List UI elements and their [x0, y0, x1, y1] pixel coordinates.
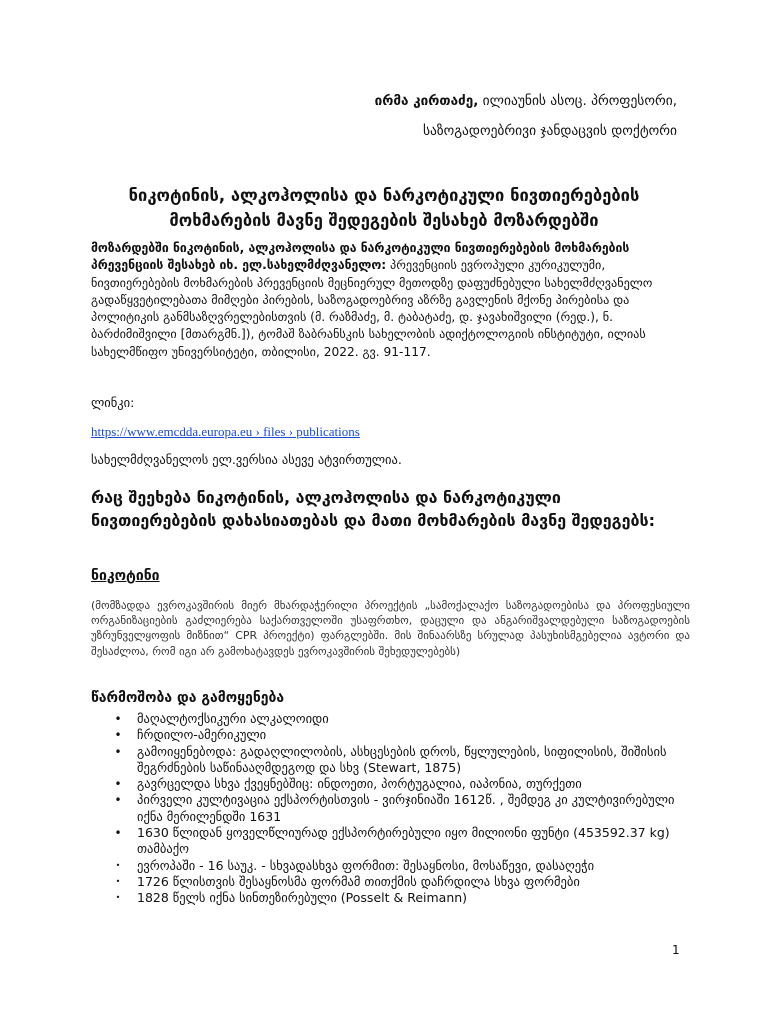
citation-paragraph — [91, 240, 691, 361]
list-item: • გამოიყენებოდა: გადაღლილობის, ასხცესების დროს, წყლულების, სიფილისის, შიშისის შეგრძნების საწინააღმდეგოდ და სხვ (Stewart, 1875) — [112, 744, 692, 777]
origin-heading: წარმოშობა და გამოყენება — [91, 690, 285, 706]
list-item: • ჩრდილო-ამერიკული — [112, 727, 692, 743]
author-affiliation: ილიაუნის ასოც. პროფესორი, — [482, 93, 677, 109]
bullet-icon: • — [114, 712, 122, 726]
title-line-1: ნიკოტინის, ალკოჰოლისა და ნარკოტიკული ნივთიერებების — [128, 186, 640, 205]
bullet-icon: • — [115, 893, 121, 903]
links-label: ლინკი: — [91, 395, 135, 410]
page-number: 1 — [672, 943, 680, 957]
list-item: • მაღალტოქსიკური ალკალოიდი — [112, 711, 692, 727]
title-line-2: მოხმარების მავნე შედეგების შესახებ მოზარდებში — [169, 211, 599, 230]
section-heading: რაც შეეხება ნიკოტინის, ალკოჰოლისა და ნარკოტიკული ნივთიერებების დახასიათებას და მათი მოხმარების მავნე შედეგებს: — [91, 488, 655, 530]
bullet-icon: • — [114, 826, 122, 841]
project-note: (მომზადდა ევროკავშირის მიერ მხარდაჭერილი პროექტის „სამოქალაქო საზოგადოებისა და პროფესიული ორგანიზაციების გაძლიერება საქართველოში უსაფრთხო, დაცული და ანგარიშვალდებული საზოგადოების უზრუნველყოფის მიზნით“ CPR პროექტი) ფარგლებში. მის შინაარსზე სრულად პასუხისმგებელია ავტორი და შესაძლოა, რომ იგი არ გამოხატავდეს ევროკავშირის შეხედულებებს) — [91, 599, 690, 658]
version-note: სახელმძღვანელოს ელ.ვერსია ასევე ატვირთულია. — [91, 452, 402, 467]
author-title: საზოგადოებრივი ჯანდაცვის დოქტორი — [422, 123, 677, 139]
nicotine-heading: ნიკოტინი — [91, 568, 160, 584]
list-item: • 1726 წლისთვის შესაყნოსმა ფორმამ თითქმის დაჩრდილა სხვა ფორმები — [112, 874, 692, 890]
bullet-icon: • — [114, 777, 122, 792]
origin-bullet-list — [112, 711, 692, 907]
citation-text: პრევენციის ევროპული კურიკულუმი, ნივთიერებების მოხმარების პრევენციის მეცნიერულ მეთოდზე დაფუძნებული სახელმძღვანელო გადაწყვეტილებათა მიმღები პირების, საზოგადოებრივ აზრზე გავლენის მქონე პირებისა და პოლიტიკის განმსაზღვრელებისთვის (მ. რაზმაძე, მ. ტაბატაძე, დ. ჯავახიშვილი (რედ.), ნ. ბარძიმიშვილი [მთარგმნ.]), ტომაშ ზაბრანსკის სახელობის ადიქტოლოგიის ინსტიტუტი, ილიას სახელმწიფო უნივერსიტეტი, თბილისი, 2022. გვ. 91-117. — [91, 258, 653, 359]
list-item: • 1828 წელს იქნა სინთეზირებული (Posselt & Reimann) — [112, 890, 692, 906]
bullet-icon: • — [115, 876, 121, 886]
author-name: ირმა კირთაძე, — [374, 93, 479, 109]
bullet-icon: • — [114, 728, 122, 743]
bullet-icon: • — [115, 860, 121, 870]
emcdda-link[interactable]: https://www.emcdda.europa.eu › files › publications — [91, 424, 360, 439]
list-item: • ევროპაში - 16 საუკ. - სხვადასხვა ფორმით: შესაყნოსი, მოსაწევი, დასაღეჭი — [112, 858, 692, 874]
list-item: • პირველი კულტივაცია ექსპორტისთვის - ვირჯინიაში 1612წ. , შემდეგ კი კულტივირებული იქნა მერილენდში 1631 — [112, 792, 692, 825]
list-item: • გავრცელდა სხვა ქვეყნებშიც: ინდოეთი, პორტუგალია, იაპონია, თურქეთი — [112, 776, 692, 792]
citation-bold: მოზარდებში ნიკოტინის, ალკოჰოლისა და ნარკოტიკული ნივთიერებების მოხმარების პრევენციის შესახებ იხ. ელ.სახელმძღვანელო: — [91, 241, 630, 273]
author-line — [375, 93, 677, 109]
document-title — [80, 183, 688, 233]
bullet-icon: • — [114, 744, 122, 759]
bullet-icon: • — [114, 793, 122, 808]
list-item: • 1630 წლიდან ყოველწლიურად ექსპორტირებული იყო მილიონი ფუნტი (453592.37 kg) თამბაქო — [112, 825, 692, 858]
